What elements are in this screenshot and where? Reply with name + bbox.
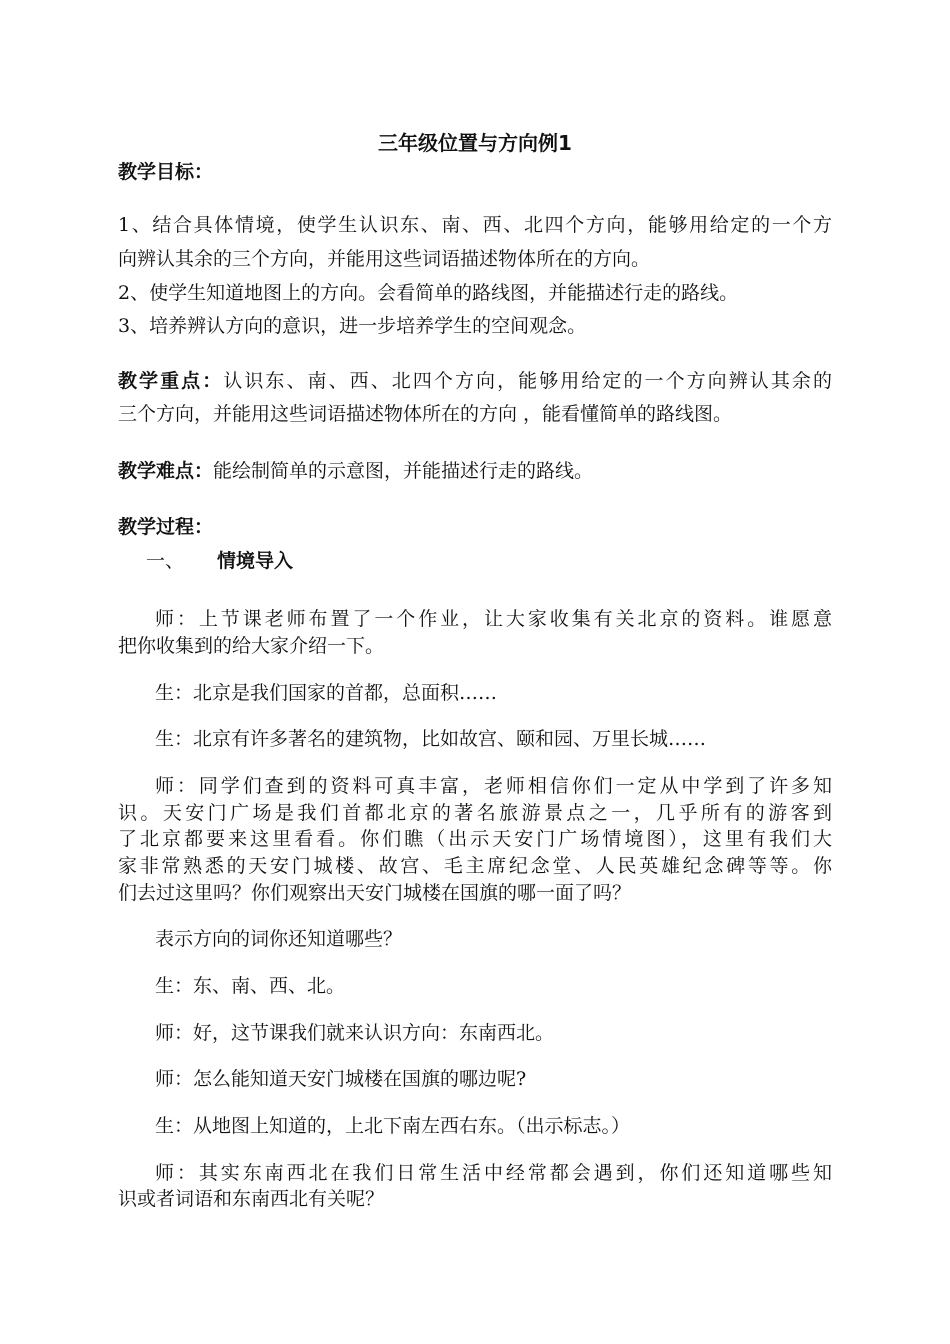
process-line-14: 生：从地图上知道的，上北下南左西右东。（出示标志。）: [155, 1115, 631, 1137]
objective-line-2: 向辨认其余的三个方向，并能用这些词语描述物体所在的方向。: [118, 248, 651, 270]
process-line-7: 了北京都要来这里看看。你们瞧（出示天安门广场情境图），这里有我们大: [118, 828, 832, 850]
process-line-1: 师：上节课老师布置了一个作业，让大家收集有关北京的资料。谁愿意: [155, 608, 832, 630]
process-line-10: 表示方向的词你还知道哪些？: [155, 928, 403, 950]
key-points-text-1: 认识东、南、西、北四个方向，能够用给定的一个方向辨认其余的: [223, 370, 832, 392]
process-line-13: 师：怎么能知道天安门城楼在国旗的哪边呢?: [155, 1068, 527, 1090]
section-title: 情境导入: [217, 550, 294, 572]
objective-line-1: 1、结合具体情境，使学生认识东、南、西、北四个方向，能够用给定的一个方: [118, 214, 832, 236]
key-points-line-1: [118, 372, 832, 391]
difficulties-line: [118, 462, 593, 481]
key-points-text-2: 三个方向，并能用这些词语描述物体所在的方向 ，能看懂简单的路线图。: [118, 403, 733, 425]
process-line-2: 把你收集到的给大家介绍一下。: [118, 635, 385, 657]
process-line-11: 生：东、南、西、北。: [155, 975, 346, 997]
page-title: 三年级位置与方向例1: [378, 131, 572, 155]
process-line-6: 识。天安门广场是我们首都北京的著名旅游景点之一，几乎所有的游客到: [118, 802, 832, 824]
objective-line-3: 2、使学生知道地图上的方向。会看简单的路线图，并能描述行走的路线。: [118, 282, 739, 304]
difficulties-text: 能绘制简单的示意图，并能描述行走的路线。: [213, 460, 594, 482]
process-line-5: 师：同学们查到的资料可真丰富，老师相信你们一定从中学到了许多知: [155, 775, 832, 797]
process-heading: 教学过程：: [118, 516, 214, 538]
process-line-8: 家非常熟悉的天安门城楼、故宫、毛主席纪念堂、人民英雄纪念碑等等。你: [118, 855, 832, 877]
process-line-12: 师：好，这节课我们就来认识方向：东南西北。: [155, 1022, 555, 1044]
key-points-label: 教学重点：: [118, 370, 224, 392]
process-line-15: 师：其实东南西北在我们日常生活中经常都会遇到，你们还知道哪些知: [155, 1162, 832, 1184]
process-line-4: 生：北京有许多著名的建筑物，比如故宫、颐和园、万里长城……: [155, 728, 707, 750]
process-line-16: 识或者词语和东南西北有关呢？: [118, 1188, 385, 1210]
objectives-heading: 教学目标：: [118, 161, 214, 183]
process-line-3: 生：北京是我们国家的首都，总面积……: [155, 682, 498, 704]
difficulties-label: 教学难点：: [118, 460, 214, 482]
objective-line-4: 3、培养辨认方向的意识，进一步培养学生的空间观念。: [118, 315, 587, 337]
section-number: 一、: [146, 550, 185, 572]
process-line-9: 们去过这里吗？你们观察出天安门城楼在国旗的哪一面了吗？: [118, 882, 632, 904]
